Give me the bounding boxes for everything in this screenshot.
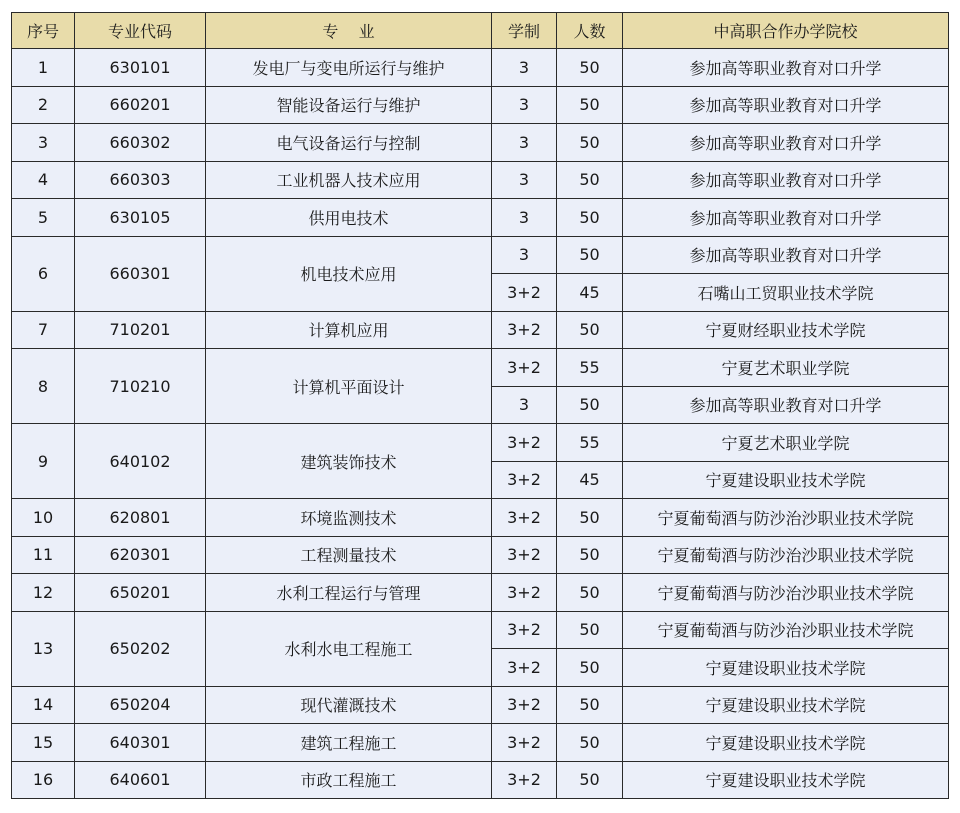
cell-study-system: 3+2 bbox=[492, 724, 557, 762]
cell-index: 6 bbox=[12, 236, 75, 311]
cell-major-code: 710210 bbox=[75, 349, 206, 424]
cell-index: 16 bbox=[12, 761, 75, 799]
cell-study-system: 3+2 bbox=[492, 499, 557, 537]
cell-study-system: 3+2 bbox=[492, 761, 557, 799]
header-major: 专 业 bbox=[206, 13, 492, 49]
cell-index: 7 bbox=[12, 311, 75, 349]
cell-enrollment-count: 50 bbox=[557, 386, 623, 424]
cell-index: 1 bbox=[12, 49, 75, 87]
cell-study-system: 3 bbox=[492, 124, 557, 162]
cell-partner-school: 宁夏建设职业技术学院 bbox=[623, 724, 949, 762]
cell-enrollment-count: 50 bbox=[557, 761, 623, 799]
cell-enrollment-count: 50 bbox=[557, 724, 623, 762]
cell-major-code: 660302 bbox=[75, 124, 206, 162]
cell-study-system: 3+2 bbox=[492, 574, 557, 612]
cell-major: 水利水电工程施工 bbox=[206, 611, 492, 686]
header-partner-school: 中高职合作办学院校 bbox=[623, 13, 949, 49]
cell-index: 2 bbox=[12, 86, 75, 124]
cell-index: 14 bbox=[12, 686, 75, 724]
header-index: 序号 bbox=[12, 13, 75, 49]
cell-study-system: 3+2 bbox=[492, 461, 557, 499]
cell-major: 建筑装饰技术 bbox=[206, 424, 492, 499]
cell-major-code: 630105 bbox=[75, 199, 206, 237]
cell-major-code: 660201 bbox=[75, 86, 206, 124]
cell-major-code: 710201 bbox=[75, 311, 206, 349]
cell-study-system: 3+2 bbox=[492, 311, 557, 349]
cell-enrollment-count: 50 bbox=[557, 311, 623, 349]
cell-study-system: 3 bbox=[492, 236, 557, 274]
cell-study-system: 3+2 bbox=[492, 274, 557, 312]
cell-major-code: 650202 bbox=[75, 611, 206, 686]
cell-enrollment-count: 45 bbox=[557, 461, 623, 499]
cell-enrollment-count: 50 bbox=[557, 236, 623, 274]
cell-index: 13 bbox=[12, 611, 75, 686]
cell-study-system: 3 bbox=[492, 386, 557, 424]
table-row bbox=[12, 124, 949, 162]
table-row bbox=[12, 86, 949, 124]
cell-index: 3 bbox=[12, 124, 75, 162]
cell-major-code: 620301 bbox=[75, 536, 206, 574]
table-row bbox=[12, 611, 949, 649]
cell-major: 机电技术应用 bbox=[206, 236, 492, 311]
cell-major: 计算机平面设计 bbox=[206, 349, 492, 424]
cell-partner-school: 宁夏建设职业技术学院 bbox=[623, 461, 949, 499]
table-row bbox=[12, 161, 949, 199]
table-row bbox=[12, 686, 949, 724]
cell-index: 5 bbox=[12, 199, 75, 237]
cell-partner-school: 宁夏建设职业技术学院 bbox=[623, 686, 949, 724]
cell-major-code: 620801 bbox=[75, 499, 206, 537]
table-row bbox=[12, 236, 949, 274]
header-study-system: 学制 bbox=[492, 13, 557, 49]
cell-partner-school: 宁夏艺术职业学院 bbox=[623, 424, 949, 462]
enrollment-table bbox=[11, 12, 949, 799]
cell-major-code: 640601 bbox=[75, 761, 206, 799]
cell-partner-school: 参加高等职业教育对口升学 bbox=[623, 236, 949, 274]
cell-major-code: 650201 bbox=[75, 574, 206, 612]
cell-major: 水利工程运行与管理 bbox=[206, 574, 492, 612]
cell-enrollment-count: 50 bbox=[557, 574, 623, 612]
table-header-row bbox=[12, 13, 949, 49]
enrollment-table-container bbox=[11, 12, 948, 799]
cell-major: 工业机器人技术应用 bbox=[206, 161, 492, 199]
cell-enrollment-count: 50 bbox=[557, 86, 623, 124]
cell-study-system: 3 bbox=[492, 199, 557, 237]
table-row bbox=[12, 574, 949, 612]
cell-major-code: 630101 bbox=[75, 49, 206, 87]
cell-index: 15 bbox=[12, 724, 75, 762]
cell-enrollment-count: 50 bbox=[557, 499, 623, 537]
cell-study-system: 3 bbox=[492, 49, 557, 87]
cell-enrollment-count: 50 bbox=[557, 199, 623, 237]
cell-index: 9 bbox=[12, 424, 75, 499]
cell-study-system: 3 bbox=[492, 86, 557, 124]
cell-partner-school: 参加高等职业教育对口升学 bbox=[623, 199, 949, 237]
cell-major: 建筑工程施工 bbox=[206, 724, 492, 762]
cell-study-system: 3+2 bbox=[492, 611, 557, 649]
cell-partner-school: 宁夏艺术职业学院 bbox=[623, 349, 949, 387]
cell-enrollment-count: 50 bbox=[557, 161, 623, 199]
cell-major: 电气设备运行与控制 bbox=[206, 124, 492, 162]
cell-enrollment-count: 50 bbox=[557, 124, 623, 162]
cell-partner-school: 宁夏葡萄酒与防沙治沙职业技术学院 bbox=[623, 574, 949, 612]
table-row bbox=[12, 349, 949, 387]
table-row bbox=[12, 424, 949, 462]
cell-enrollment-count: 45 bbox=[557, 274, 623, 312]
cell-study-system: 3+2 bbox=[492, 424, 557, 462]
cell-study-system: 3+2 bbox=[492, 536, 557, 574]
cell-partner-school: 石嘴山工贸职业技术学院 bbox=[623, 274, 949, 312]
cell-partner-school: 宁夏财经职业技术学院 bbox=[623, 311, 949, 349]
cell-enrollment-count: 50 bbox=[557, 649, 623, 687]
cell-index: 12 bbox=[12, 574, 75, 612]
cell-partner-school: 参加高等职业教育对口升学 bbox=[623, 124, 949, 162]
cell-enrollment-count: 50 bbox=[557, 49, 623, 87]
cell-study-system: 3+2 bbox=[492, 349, 557, 387]
cell-partner-school: 宁夏葡萄酒与防沙治沙职业技术学院 bbox=[623, 611, 949, 649]
table-row bbox=[12, 761, 949, 799]
table-row bbox=[12, 311, 949, 349]
cell-index: 11 bbox=[12, 536, 75, 574]
cell-major-code: 640102 bbox=[75, 424, 206, 499]
cell-enrollment-count: 50 bbox=[557, 686, 623, 724]
cell-partner-school: 参加高等职业教育对口升学 bbox=[623, 86, 949, 124]
cell-major-code: 660303 bbox=[75, 161, 206, 199]
cell-major: 发电厂与变电所运行与维护 bbox=[206, 49, 492, 87]
cell-index: 10 bbox=[12, 499, 75, 537]
cell-partner-school: 宁夏建设职业技术学院 bbox=[623, 649, 949, 687]
cell-major: 现代灌溉技术 bbox=[206, 686, 492, 724]
cell-partner-school: 参加高等职业教育对口升学 bbox=[623, 49, 949, 87]
header-major-code: 专业代码 bbox=[75, 13, 206, 49]
cell-major-code: 650204 bbox=[75, 686, 206, 724]
table-row bbox=[12, 499, 949, 537]
cell-partner-school: 宁夏建设职业技术学院 bbox=[623, 761, 949, 799]
cell-major: 市政工程施工 bbox=[206, 761, 492, 799]
cell-index: 4 bbox=[12, 161, 75, 199]
table-body bbox=[12, 49, 949, 799]
cell-partner-school: 宁夏葡萄酒与防沙治沙职业技术学院 bbox=[623, 499, 949, 537]
cell-partner-school: 参加高等职业教育对口升学 bbox=[623, 161, 949, 199]
cell-major-code: 660301 bbox=[75, 236, 206, 311]
cell-partner-school: 参加高等职业教育对口升学 bbox=[623, 386, 949, 424]
cell-partner-school: 宁夏葡萄酒与防沙治沙职业技术学院 bbox=[623, 536, 949, 574]
cell-major: 供用电技术 bbox=[206, 199, 492, 237]
cell-index: 8 bbox=[12, 349, 75, 424]
table-row bbox=[12, 49, 949, 87]
cell-enrollment-count: 50 bbox=[557, 536, 623, 574]
cell-major: 工程测量技术 bbox=[206, 536, 492, 574]
cell-enrollment-count: 55 bbox=[557, 349, 623, 387]
table-row bbox=[12, 199, 949, 237]
cell-study-system: 3+2 bbox=[492, 686, 557, 724]
cell-enrollment-count: 50 bbox=[557, 611, 623, 649]
cell-enrollment-count: 55 bbox=[557, 424, 623, 462]
cell-study-system: 3+2 bbox=[492, 649, 557, 687]
header-enrollment-count: 人数 bbox=[557, 13, 623, 49]
table-row bbox=[12, 536, 949, 574]
table-row bbox=[12, 724, 949, 762]
cell-major: 智能设备运行与维护 bbox=[206, 86, 492, 124]
cell-major-code: 640301 bbox=[75, 724, 206, 762]
cell-major: 环境监测技术 bbox=[206, 499, 492, 537]
cell-major: 计算机应用 bbox=[206, 311, 492, 349]
cell-study-system: 3 bbox=[492, 161, 557, 199]
